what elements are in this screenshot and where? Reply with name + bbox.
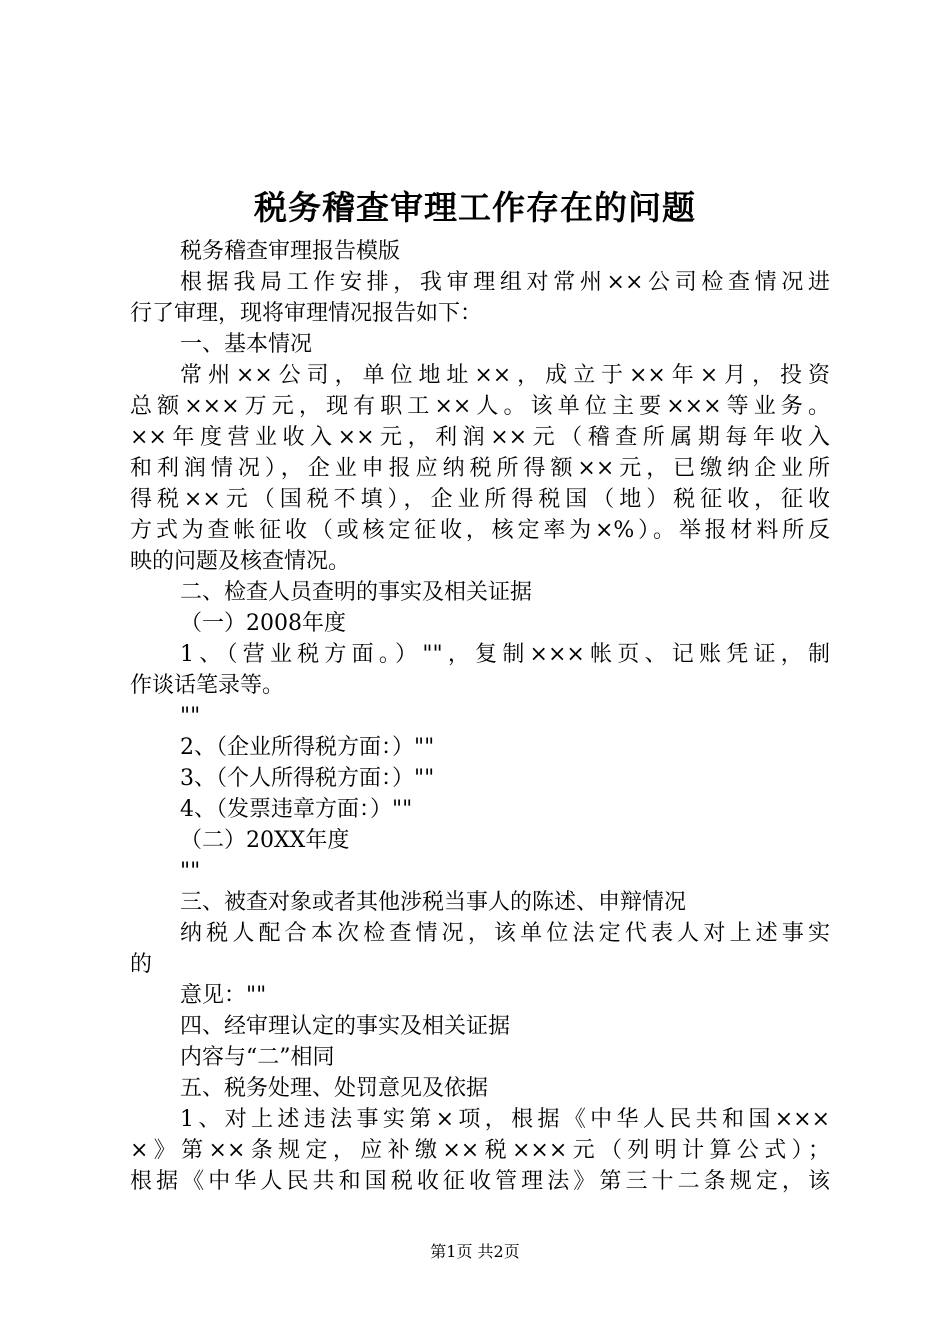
paragraph-line: 三、被查对象或者其他涉税当事人的陈述、申辩情况 (180, 890, 687, 915)
paragraph-line: 常州××公司，单位地址××，成立于××年×月，投资 (180, 363, 830, 388)
paragraph-line: 4、（发票违章方面：）"" (180, 797, 413, 822)
paragraph-line: 3、（个人所得税方面：）"" (180, 766, 435, 791)
paragraph-line: ×》第××条规定，应补缴××税×××元（列明计算公式）； (130, 1138, 830, 1163)
paragraph-line: 行了审理，现将审理情况报告如下： (130, 301, 483, 326)
document-body (130, 236, 830, 1197)
paragraph-line: 1、（营业税方面。）""，复制×××帐页、记账凭证，制 (180, 642, 830, 667)
paragraph-line: 2、（企业所得税方面：）"" (180, 735, 435, 760)
paragraph-line: 意见："" (180, 983, 267, 1008)
paragraph-line: 四、经审理认定的事实及相关证据 (180, 1014, 511, 1039)
paragraph-line: 根据《中华人民共和国税收征收管理法》第三十二条规定，该 (130, 1169, 830, 1194)
paragraph-line: （二）20XX年度 (180, 828, 350, 853)
paragraph-line: 总额×××万元，现有职工××人。该单位主要×××等业务。 (130, 394, 830, 419)
paragraph-line: 的 (130, 952, 153, 977)
paragraph-line: 和利润情况），企业申报应纳税所得额××元，已缴纳企业所 (130, 456, 830, 481)
paragraph-line: 1、对上述违法事实第×项，根据《中华人民共和国××× (180, 1107, 830, 1132)
page-footer: 第1页 共2页 (430, 1242, 520, 1261)
document-title: 税务稽查审理工作存在的问题 (254, 188, 696, 227)
paragraph-line: 作谈话笔录等。 (130, 673, 285, 698)
paragraph-line: （一）2008年度 (180, 611, 346, 636)
paragraph-line: 内容与“二”相同 (180, 1045, 335, 1070)
paragraph-line: ××年度营业收入××元，利润××元（稽查所属期每年收入 (130, 425, 830, 450)
paragraph-line: 根据我局工作安排，我审理组对常州××公司检查情况进 (180, 270, 830, 295)
paragraph-line: 五、税务处理、处罚意见及依据 (180, 1076, 489, 1101)
paragraph-line: 纳税人配合本次检查情况，该单位法定代表人对上述事实 (180, 921, 830, 946)
paragraph-line: "" (180, 704, 201, 729)
paragraph-line: "" (180, 859, 201, 884)
paragraph-line: 二、检查人员查明的事实及相关证据 (180, 580, 533, 605)
paragraph-line: 方式为查帐征收（或核定征收，核定率为×%）。举报材料所反 (130, 518, 830, 543)
paragraph-line: 税务稽查审理报告模版 (180, 239, 401, 264)
paragraph-line: 映的问题及核查情况。 (130, 549, 351, 574)
paragraph-line: 得税××元（国税不填），企业所得税国（地）税征收，征收 (130, 487, 830, 512)
paragraph-line: 一、基本情况 (180, 332, 313, 357)
